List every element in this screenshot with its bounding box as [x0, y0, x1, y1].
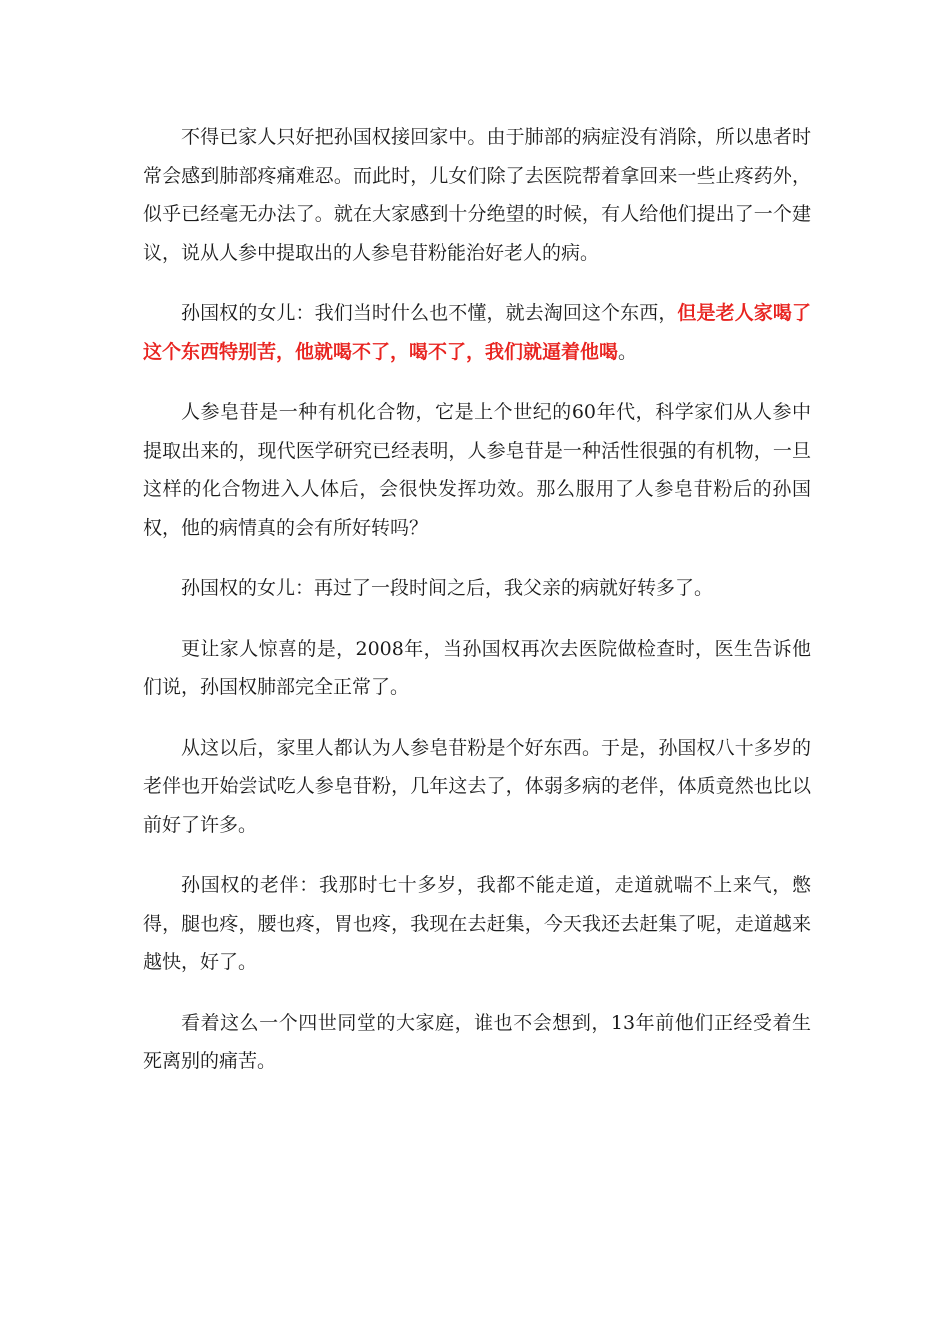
paragraph-2 — [143, 294, 811, 371]
highlighted-quote: 但是老人家喝了这个东西特别苦，他就喝不了，喝不了，我们就逼着他喝 — [143, 302, 811, 363]
paragraph-4: 孙国权的女儿：再过了一段时间之后，我父亲的病就好转多了。 — [181, 577, 714, 599]
paragraph-5: 更让家人惊喜的是，2008年，当孙国权再次去医院做检查时，医生告诉他们说，孙国权肺部完全正常了。 — [143, 637, 811, 698]
document-body — [143, 118, 811, 1103]
paragraph-3: 人参皂苷是一种有机化合物，它是上个世纪的60年代，科学家们从人参中提取出来的，现代医学研究已经表明，人参皂苷是一种活性很强的有机物，一旦这样的化合物进入人体后，会很快发挥功效。那么服用了人参皂苷粉后的孙国权，他的病情真的会有所好转吗？ — [143, 401, 811, 539]
paragraph-7: 孙国权的老伴：我那时七十多岁，我都不能走道，走道就喘不上来气，憋得，腿也疼，腰也疼，胃也疼，我现在去赶集，今天我还去赶集了呢，走道越来越快，好了。 — [143, 874, 811, 973]
paragraph-2-text: 孙国权的女儿：我们当时什么也不懂，就去淘回这个东西， — [181, 302, 678, 324]
paragraph-8: 看着这么一个四世同堂的大家庭，谁也不会想到，13年前他们正经受着生死离别的痛苦。 — [143, 1011, 811, 1072]
paragraph-2-tail: 。 — [618, 340, 638, 363]
paragraph-1: 不得已家人只好把孙国权接回家中。由于肺部的病症没有消除，所以患者时常会感到肺部疼痛难忍。而此时，儿女们除了去医院帮着拿回来一些止疼药外，似乎已经毫无办法了。就在大家感到十分绝望的时候，有人给他们提出了一个建议，说从人参中提取出的人参皂苷粉能治好老人的病。 — [143, 126, 811, 264]
paragraph-6: 从这以后，家里人都认为人参皂苷粉是个好东西。于是，孙国权八十多岁的老伴也开始尝试吃人参皂苷粉，几年这去了，体弱多病的老伴，体质竟然也比以前好了许多。 — [143, 736, 811, 836]
